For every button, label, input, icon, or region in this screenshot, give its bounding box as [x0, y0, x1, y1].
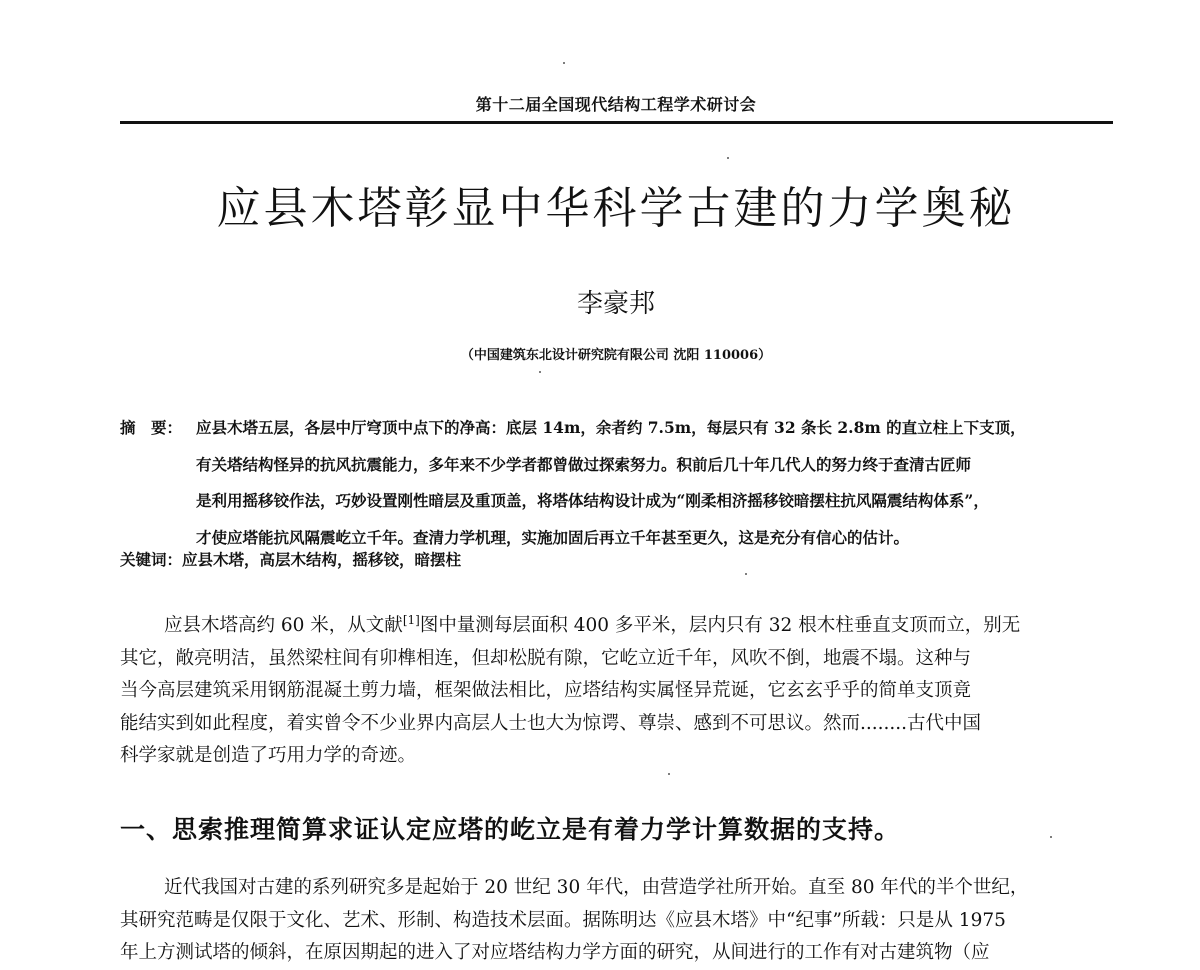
- scan-speck: [1050, 836, 1052, 838]
- header-rule: [120, 121, 1113, 124]
- paragraph-line: 其它，敞亮明洁，虽然梁柱间有卯榫相连，但却松脱有隙，它屹立近千年，风吹不倒，地震不塌。这种与: [120, 647, 972, 669]
- paragraph-text: 应县木塔高约 60 米，从文献: [164, 615, 403, 636]
- abstract-line: 有关塔结构怪异的抗风抗震能力，多年来不少学者都曾做过探索努力。积前后几十年几代人的努力终于查清古匠师: [196, 454, 972, 474]
- scan-speck: [539, 371, 541, 373]
- abstract-line: 应县木塔五层，各层中厅穹顶中点下的净高：底层 14m，余者约 7.5m，每层只有 32 条长 2.8m 的直立柱上下支顶，: [196, 418, 1026, 437]
- abstract-first-line: [120, 410, 1110, 447]
- abstract: [120, 410, 1110, 556]
- scan-speck: [745, 573, 747, 575]
- paragraph-text: 图中量测每层面积 400 多平米，层内只有 32 根木柱垂直支顶而立，别无: [419, 615, 1021, 636]
- paragraph-line: 能结实到如此程度，着实曾令不少业界内高层人士也大为惊谔、尊崇、感到不可思议。然而........古代中国: [120, 712, 982, 734]
- scan-speck: [668, 773, 670, 775]
- abstract-line: 是利用摇移铰作法，巧妙设置刚性暗层及重顶盖，将塔体结构设计成为“刚柔相济摇移铰暗摆柱抗风隔震结构体系”，: [196, 491, 989, 510]
- body-paragraph: [120, 872, 1110, 970]
- paragraph-line: 年上方测试塔的倾斜，在原因期起的进入了对应塔结构力学方面的研究，从间进行的工作有对古建筑物（应: [120, 942, 990, 963]
- running-header: 第十二届全国现代结构工程学术研讨会: [475, 95, 757, 114]
- paragraph-line: [120, 610, 1110, 643]
- paper-title: 应县木塔彰显中华科学古建的力学奥秘: [216, 183, 1016, 234]
- abstract-label: 摘 要：: [120, 418, 183, 437]
- scan-speck: [563, 62, 565, 64]
- author-affiliation: （中国建筑东北设计研究院有限公司 沈阳 110006）: [460, 348, 772, 363]
- citation-link[interactable]: [1]: [402, 612, 420, 627]
- paragraph-line: 其研究范畴是仅限于文化、艺术、形制、构造技术层面。据陈明达《应县木塔》中“纪事”所载：只是从 1975: [120, 909, 1006, 931]
- abstract-line: 才使应塔能抗风隔震屹立千年。查清力学机理，实施加固后再立千年甚至更久，这是充分有信心的估计。: [196, 527, 910, 547]
- section-heading: 一、思索推理简算求证认定应塔的屹立是有着力学计算数据的支持。: [120, 815, 901, 844]
- keywords-text: 应县木塔，高层木结构，摇移铰，暗摆柱: [182, 550, 462, 569]
- keywords: [120, 548, 461, 570]
- author-name: 李豪邦: [576, 289, 655, 319]
- paragraph-line: 当今高层建筑采用钢筋混凝土剪力墙，框架做法相比，应塔结构实属怪异荒诞，它玄玄乎乎的简单支顶竟: [120, 680, 972, 701]
- keywords-label: 关键词：: [120, 550, 183, 569]
- body-paragraph: [120, 610, 1110, 773]
- paragraph-line: 近代我国对古建的系列研究多是起始于 20 世纪 30 年代，由营造学社所开始。直至 80 年代的半个世纪，: [164, 877, 1029, 898]
- paragraph-line: 科学家就是创造了巧用力学的奇迹。: [120, 745, 417, 766]
- scan-speck: [727, 157, 729, 159]
